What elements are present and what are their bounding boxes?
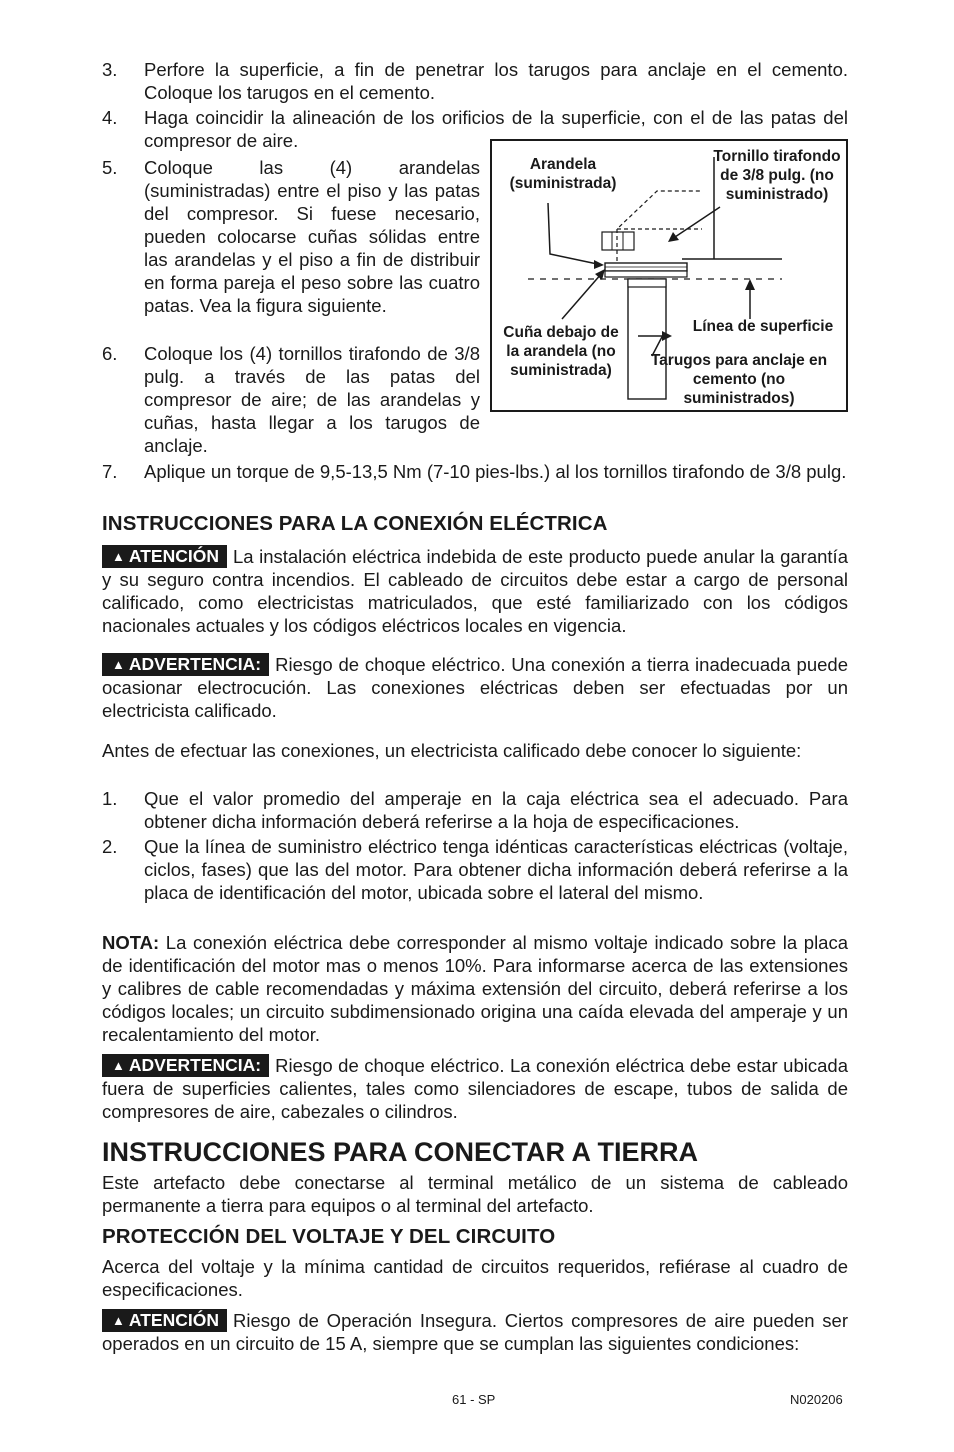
grounding-paragraph: Este artefacto debe conectarse al terminal metálico de un sistema de cableado permanente a tierra para equipos o al terminal del artefacto. xyxy=(102,1172,848,1216)
step-number: 7. xyxy=(102,461,118,482)
warning-text: Riesgo de choque eléctrico. Una conexión a tierra inadecuada puede ocasionar electrocución. Las conexiones eléctricas deben ser efectuadas por un electricista calificado. xyxy=(102,654,848,721)
item-text: Que la línea de suministro eléctrico tenga idénticas características eléctricas (voltaje, ciclos, fases) que las del motor. Para obtener dicha información deberá referirse a la placa de identificación del motor, ubicada sobre el lateral del mismo. xyxy=(144,836,848,903)
warning-text: Riesgo de choque eléctrico. La conexión eléctrica debe estar ubicada fuera de superficies calientes, tales como silenciadores de escape, tubos de salida de compresores de aire, cabezales o cilindros. xyxy=(102,1055,848,1122)
warning-triangle-icon: ▲ xyxy=(112,657,125,672)
list-item xyxy=(102,58,848,104)
warning-triangle-icon: ▲ xyxy=(112,1058,125,1073)
warning-paragraph xyxy=(102,653,848,722)
list-item xyxy=(102,835,848,927)
item-number: 2. xyxy=(102,836,118,857)
item-number: 1. xyxy=(102,788,118,809)
caution-paragraph xyxy=(102,545,848,637)
page-number: 61 - SP xyxy=(452,1392,496,1407)
step-text: Haga coincidir la alineación de los orificios de la superficie, con el de las patas del compresor de aire. xyxy=(144,107,848,151)
caution-badge: ▲ ATENCIÓN xyxy=(102,1309,227,1332)
note-label: NOTA: xyxy=(102,932,160,953)
list-item xyxy=(102,460,848,506)
step-text: Perfore la superficie, a fin de penetrar los tarugos para anclaje en el cemento. Coloque los tarugos en el cemento. xyxy=(144,59,848,103)
section-heading-grounding: INSTRUCCIONES PARA CONECTAR A TIERRA xyxy=(102,1137,699,1167)
section-heading-electrical: INSTRUCCIONES PARA LA CONEXIÓN ELÉCTRICA xyxy=(102,512,608,535)
warning-triangle-icon: ▲ xyxy=(112,1313,125,1328)
caution-paragraph-2 xyxy=(102,1309,848,1355)
note-text: La conexión eléctrica debe corresponder al mismo voltaje indicado sobre la placa de identificación del motor mas o menos 10%. Para informarse acerca de las extensiones y calibres de cable recomendadas y máxima extensión del circuito, deberá referirse a los códigos locales; un circuito subdimensionado origina una caída elevada del amperaje y un recalentamiento del motor. xyxy=(102,932,849,1045)
anchors-label: Tarugos para anclaje en cemento (no suministrados) xyxy=(650,352,828,407)
step-text: Coloque las (4) arandelas (suministradas) entre el piso y las patas del compresor. Si fuese necesario, pueden colocarse cuñas sólidas entre las arandelas y el piso a fin de distribuir en forma pareja el peso sobre las cuatro patas. Vea la figura siguiente. xyxy=(144,157,480,316)
warning-badge: ▲ ADVERTENCIA: xyxy=(102,653,269,676)
lag-screw-label: Tornillo tirafondo de 3/8 pulg. (no suministrado) xyxy=(713,148,841,203)
voltage-paragraph: Acerca del voltaje y la mínima cantidad de circuitos requeridos, refiérase al cuadro de especificaciones. xyxy=(102,1256,848,1300)
caution-text: La instalación eléctrica indebida de este producto puede anular la garantía y su seguro contra incendios. El cableado de circuitos debe estar a cargo de personal calificado, como electricistas matriculados, que esté familiarizado con los códigos nacionales actuales y los códigos eléctricos locales en vigencia. xyxy=(102,546,848,636)
note-paragraph xyxy=(102,931,848,1046)
step-text: Coloque los (4) tornillos tirafondo de 3/8 pulg. a través de las patas del compresor de aire; de las arandelas y cuñas, hasta llegar a los tarugos de anclaje. xyxy=(144,343,480,456)
step-number: 5. xyxy=(102,157,118,178)
step-number: 6. xyxy=(102,343,118,364)
list-item xyxy=(102,156,480,340)
warning-triangle-icon: ▲ xyxy=(112,549,125,564)
caution-text: Riesgo de Operación Insegura. Ciertos compresores de aire pueden ser operados en un circuito de 15 A, siempre que se cumplan las siguientes condiciones: xyxy=(102,1310,848,1354)
section-heading-voltage: PROTECCIÓN DEL VOLTAJE Y DEL CIRCUITO xyxy=(102,1225,556,1248)
step-number: 3. xyxy=(102,59,118,80)
list-item xyxy=(102,342,480,457)
caution-badge: ▲ ATENCIÓN xyxy=(102,545,227,568)
washer-label: Arandela (suministrada) xyxy=(509,156,617,192)
list-item xyxy=(102,787,848,833)
warning-badge: ▲ ADVERTENCIA: xyxy=(102,1054,269,1077)
item-text: Que el valor promedio del amperaje en la caja eléctrica sea el adecuado. Para obtener dicha información deberá referirse a la hoja de especificaciones. xyxy=(144,788,848,832)
anchor-figure xyxy=(490,139,848,412)
surface-line-label: Línea de superficie xyxy=(692,318,834,335)
document-code: N020206 xyxy=(790,1392,843,1407)
step-number: 4. xyxy=(102,107,118,128)
warning-paragraph-2 xyxy=(102,1054,848,1123)
shim-label: Cuña debajo de la arandela (no suministrada) xyxy=(503,324,619,379)
step-text: Aplique un torque de 9,5-13,5 Nm (7-10 pies-lbs.) al los tornillos tirafondo de 3/8 pulg. xyxy=(144,461,847,482)
intro-paragraph: Antes de efectuar las conexiones, un electricista calificado debe conocer lo siguiente: xyxy=(102,740,802,761)
